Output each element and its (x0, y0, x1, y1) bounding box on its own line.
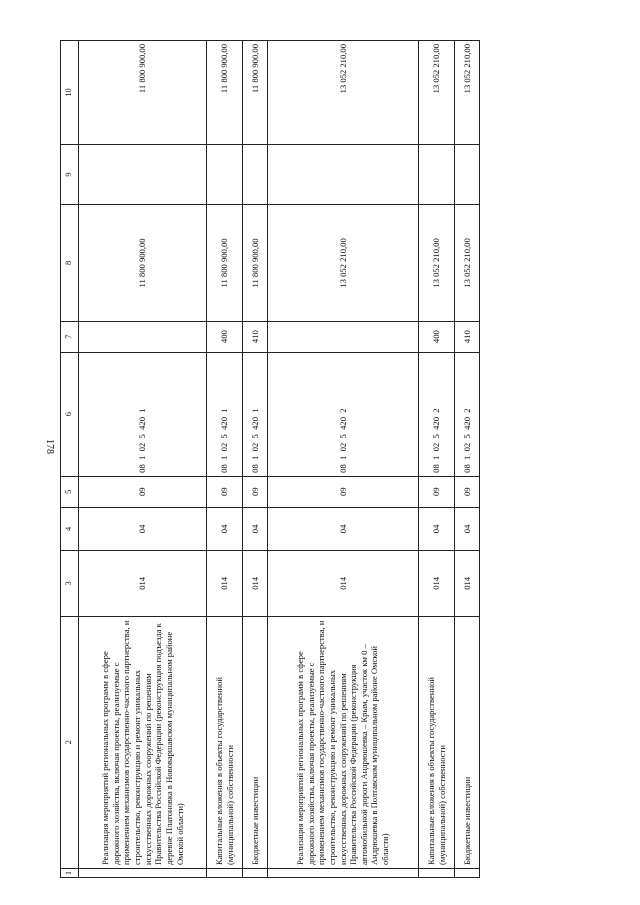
header-col-8: 8 (61, 205, 79, 322)
row-spacer (267, 869, 418, 878)
row-total: 11 800 900,00 (206, 41, 243, 145)
header-col-2: 2 (61, 616, 79, 869)
row-expense-type: 400 (418, 321, 455, 352)
table-row (267, 41, 418, 878)
row-total: 11 800 900,00 (79, 41, 206, 145)
table-row (418, 41, 455, 878)
row-ministry-code: 014 (206, 551, 243, 616)
row-target-code: 08 1 02 5 420 2 (418, 352, 455, 476)
row-target-code: 08 1 02 5 420 2 (267, 352, 418, 476)
row-amount: 13 052 210,00 (267, 205, 418, 322)
table-row (206, 41, 243, 878)
row-section: 04 (418, 507, 455, 551)
row-subsection: 09 (206, 476, 243, 507)
row-col9 (79, 144, 206, 204)
header-col-6: 6 (61, 352, 79, 476)
row-ministry-code: 014 (243, 551, 267, 616)
row-expense-type: 410 (243, 321, 267, 352)
header-col-3: 3 (61, 551, 79, 616)
row-target-code: 08 1 02 5 420 1 (243, 352, 267, 476)
row-spacer (243, 869, 267, 878)
row-col9 (455, 144, 480, 204)
budget-table (60, 40, 480, 878)
row-total: 13 052 210,00 (267, 41, 418, 145)
row-description: Реализация мероприятий региональных программ в сфере дорожного хозяйства, включая проекты, реализуемые с применением механизмов государственно-частного партнерства, и строительство, реконструкцию и ремонт уникальных искусственных дорожных сооружений по решениям Правительства Российской Федерации (реконструкция автомобильной дороги Андрюшевка – Крым, участок км 0 – Андрюшевка в Полтавском муниципальном районе Омской области) (267, 616, 418, 869)
row-description: Капитальные вложения в объекты государственной (муниципальной) собственности (418, 616, 455, 869)
row-ministry-code: 014 (267, 551, 418, 616)
row-description: Капитальные вложения в объекты государственной (муниципальной) собственности (206, 616, 243, 869)
row-ministry-code: 014 (418, 551, 455, 616)
page-number: 178 (44, 439, 55, 454)
row-col9 (267, 144, 418, 204)
header-col-1: 1 (61, 869, 79, 878)
row-amount: 11 800 900,00 (243, 205, 267, 322)
row-section: 04 (243, 507, 267, 551)
row-spacer (206, 869, 243, 878)
table-row (243, 41, 267, 878)
row-subsection: 09 (243, 476, 267, 507)
budget-table-rotated (60, 40, 480, 878)
row-expense-type (79, 321, 206, 352)
row-ministry-code: 014 (455, 551, 480, 616)
row-spacer (455, 869, 480, 878)
header-col-5: 5 (61, 476, 79, 507)
header-col-9: 9 (61, 144, 79, 204)
row-total: 13 052 210,00 (455, 41, 480, 145)
row-section: 04 (79, 507, 206, 551)
row-amount: 11 800 900,00 (79, 205, 206, 322)
row-amount: 11 800 900,00 (206, 205, 243, 322)
row-amount: 13 052 210,00 (455, 205, 480, 322)
row-col9 (418, 144, 455, 204)
row-section: 04 (455, 507, 480, 551)
row-section: 04 (267, 507, 418, 551)
row-target-code: 08 1 02 5 420 1 (79, 352, 206, 476)
row-expense-type: 400 (206, 321, 243, 352)
row-target-code: 08 1 02 5 420 1 (206, 352, 243, 476)
row-amount: 13 052 210,00 (418, 205, 455, 322)
row-expense-type: 410 (455, 321, 480, 352)
row-spacer (418, 869, 455, 878)
row-col9 (243, 144, 267, 204)
row-total: 13 052 210,00 (418, 41, 455, 145)
row-subsection: 09 (455, 476, 480, 507)
row-description: Бюджетные инвестиции (243, 616, 267, 869)
row-description: Бюджетные инвестиции (455, 616, 480, 869)
table-row (79, 41, 206, 878)
row-subsection: 09 (418, 476, 455, 507)
row-subsection: 09 (79, 476, 206, 507)
header-col-10: 10 (61, 41, 79, 145)
table-row (455, 41, 480, 878)
header-col-4: 4 (61, 507, 79, 551)
row-description: Реализация мероприятий региональных программ в сфере дорожного хозяйства, включая проекты, реализуемые с применением механизмов государственно-частного партнерства, и строительство, реконструкцию и ремонт уникальных искусственных дорожных сооружений по решениям Правительства Российской Федерации (реконструкция подъезда к деревне Платоновка в Нововаршавском муниципальном районе Омской области) (79, 616, 206, 869)
row-subsection: 09 (267, 476, 418, 507)
row-ministry-code: 014 (79, 551, 206, 616)
table-header-row (61, 41, 79, 878)
header-col-7: 7 (61, 321, 79, 352)
row-target-code: 08 1 02 5 420 2 (455, 352, 480, 476)
row-section: 04 (206, 507, 243, 551)
row-total: 11 800 900,00 (243, 41, 267, 145)
row-expense-type (267, 321, 418, 352)
row-col9 (206, 144, 243, 204)
row-spacer (79, 869, 206, 878)
